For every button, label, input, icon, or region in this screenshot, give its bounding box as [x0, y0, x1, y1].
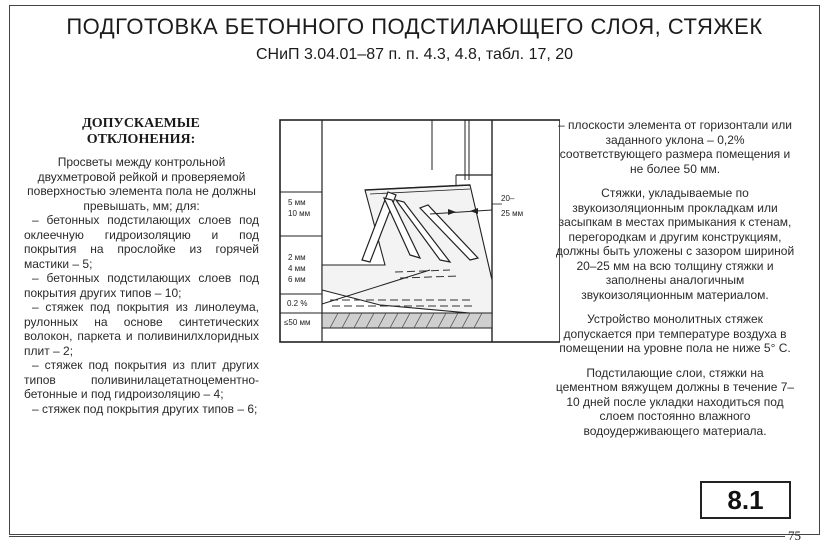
footer-rule	[9, 536, 785, 537]
label-5mm: 5 мм	[288, 198, 306, 207]
label-2mm: 2 мм	[288, 253, 306, 262]
page-number: 75	[788, 528, 801, 543]
label-gap-bottom: 25 мм	[501, 209, 524, 218]
list-item: – бетонных подстилающих слоев под покрытия других типов – 10;	[24, 271, 259, 300]
list-item: – стяжек под покрытия из линолеума, рулонных на основе синтетических волокон, паркета и поливинилхлоридных плит – 2;	[24, 300, 259, 358]
label-slope: 0.2 %	[287, 299, 308, 308]
left-column	[24, 155, 259, 416]
text-paragraph: Подстилающие слои, стяжки на цементном вяжущем должны в течение 7–10 дней после укладки находиться под слоем постоянно влажного водоудерживающего материала.	[555, 365, 795, 438]
label-gap-top: 20–	[501, 194, 515, 203]
list-item: – стяжек под покрытия из плит других типов поливинилацетатноцементно-бетонные и под гидроизоляцию – 4;	[24, 358, 259, 401]
section-number-badge: 8.1	[700, 481, 791, 519]
label-max-50mm: ≤50 мм	[284, 318, 311, 327]
text-paragraph: Устройство монолитных стяжек допускается при температуре воздуха в помещении на уровне пола не ниже 5° С.	[559, 312, 791, 355]
text-paragraph: Стяжки, укладываемые по звукоизоляционным прокладкам или засыпкам в местах примыкания к стенам, перегородкам и другим конструкциям, должны быть уложены с зазором шириной 20–25 мм на всю толщину стяжки и заполнены аналогичным звукоизоляционным материалом.	[555, 186, 795, 302]
page-subtitle: СНиП 3.04.01–87 п. п. 4.3, 4.8, табл. 17, 20	[255, 46, 574, 63]
page-title: ПОДГОТОВКА БЕТОННОГО ПОДСТИЛАЮЩЕГО СЛОЯ, СТЯЖЕК	[66, 14, 763, 39]
section-heading: ДОПУСКАЕМЫЕ ОТКЛОНЕНИЯ:	[82, 116, 200, 147]
intro-paragraph: Просветы между контрольной двухметровой рейкой и проверяемой поверхностью элемента пола не должны превышать, мм; для:	[27, 155, 256, 213]
text-paragraph: – плоскости элемента от горизонтали или заданного уклона – 0,2% соответствующего размера помещения и не более 50 мм.	[558, 118, 792, 176]
list-item: – бетонных подстилающих слоев под оклеечную гидроизоляцию и под покрытия на прослойке из горячей мастики – 5;	[24, 213, 259, 271]
label-10mm: 10 мм	[288, 209, 311, 218]
label-6mm: 6 мм	[288, 275, 306, 284]
floor-screed-diagram	[270, 110, 560, 460]
list-item: – стяжек под покрытия других типов – 6;	[32, 401, 258, 416]
label-4mm: 4 мм	[288, 264, 306, 273]
right-column	[555, 118, 795, 448]
